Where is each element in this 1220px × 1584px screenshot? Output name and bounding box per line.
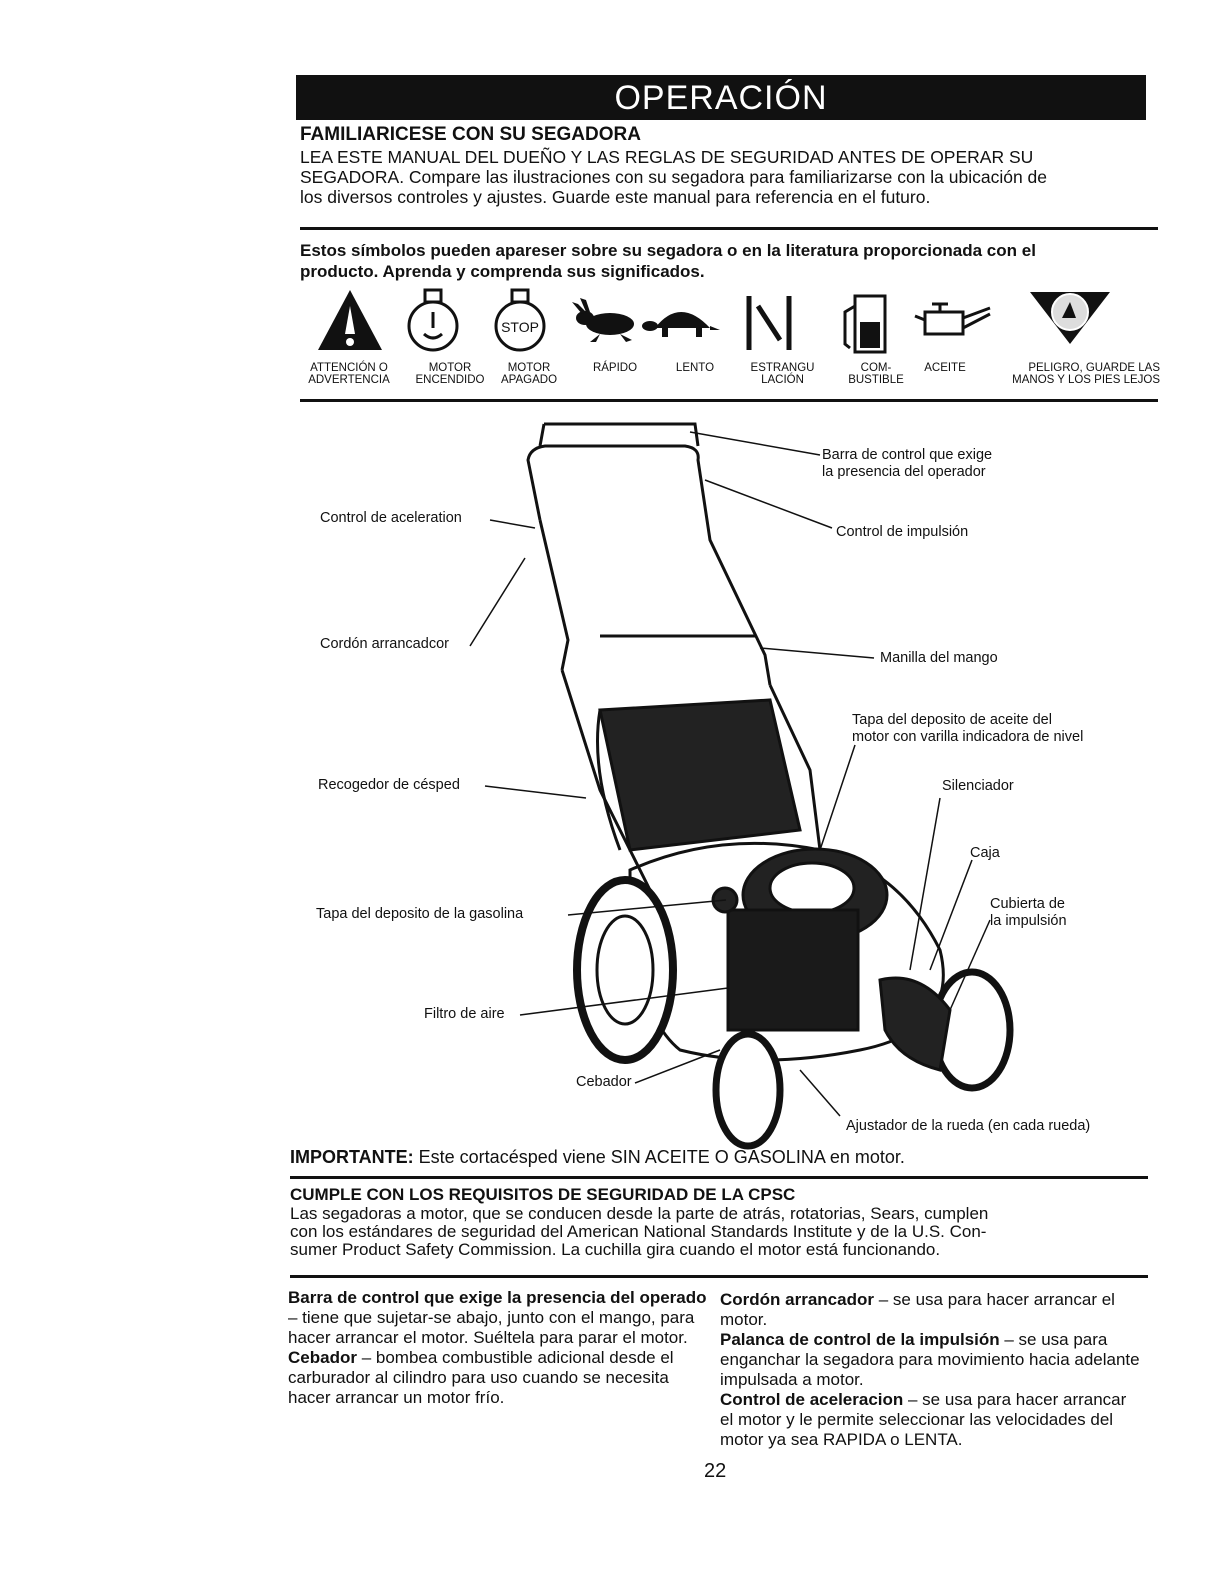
symbol-label	[580, 362, 650, 374]
important-text: Este cortacésped viene SIN ACEITE O GASOLINA en motor.	[413, 1147, 905, 1167]
definition-text: – se usa para hacer arrancar el motor y le permite seleccionar las velocidades del motor ya sea RAPIDA o LENTA.	[720, 1390, 1127, 1449]
callout-throttle: Control de aceleration	[320, 510, 462, 526]
callout-oil-cap	[852, 712, 1083, 746]
definition-term: Cebador	[288, 1348, 357, 1367]
warning-icon	[318, 290, 382, 350]
callout-grass-bag: Recogedor de césped	[318, 777, 460, 793]
callout-operator-bar	[822, 447, 992, 481]
callout-drive-cover	[990, 896, 1067, 930]
symbol-label	[660, 362, 730, 374]
symbol-label	[970, 362, 1160, 386]
symbol-label-line: COM-	[860, 362, 892, 374]
intro-line: LEA ESTE MANUAL DEL DUEÑO Y LAS REGLAS DE SEGURIDAD ANTES DE OPERAR SU	[300, 147, 1034, 167]
callout-primer: Cebador	[576, 1074, 632, 1090]
callout-handle-knob: Manilla del mango	[880, 650, 998, 666]
symbol-label-line: APAGADO	[500, 374, 558, 386]
symbol-label-line: MANOS Y LOS PIES LEJOS	[1012, 374, 1160, 386]
symbol-label-line: ADVERTENCIA	[308, 374, 390, 386]
stop-label: STOP	[501, 319, 539, 335]
cpsc-line: Las segadoras a motor, que se conducen desde la parte de atrás, rotatorias, Sears, cumplen	[290, 1204, 989, 1223]
divider	[290, 1275, 1148, 1278]
callout-starter-cord: Cordón arrancadcor	[320, 636, 449, 652]
important-label: IMPORTANTE:	[290, 1147, 414, 1167]
definition-term: Control de aceleracion	[720, 1390, 904, 1409]
fuel-icon	[845, 296, 885, 352]
symbol-label	[290, 362, 408, 386]
divider	[290, 1176, 1148, 1179]
callout-housing: Caja	[970, 845, 1000, 861]
definition-term: Barra de control que exige la presencia del operado	[288, 1288, 707, 1307]
left-column	[288, 1288, 708, 1408]
definition-text: – se usa para enganchar la segadora para movimiento hacia adelante impulsada a motor.	[720, 1330, 1140, 1389]
intro-line: los diversos controles y ajustes. Guarde este manual para referencia en el futuro.	[300, 187, 931, 207]
symbol-label-line: LENTO	[675, 362, 715, 374]
symbol-label	[740, 362, 825, 386]
symbol-label-line: ENCENDIDO	[415, 374, 485, 386]
callout-line: Tapa del deposito de aceite del	[852, 712, 1052, 728]
callout-muffler: Silenciador	[942, 778, 1014, 794]
cpsc-line: con los estándares de seguridad del American National Standards Institute y de la U.S. Con-	[290, 1222, 987, 1241]
callout-line: Barra de control que exige	[822, 447, 993, 463]
intro-line: SEGADORA. Compare las ilustraciones con su segadora para familiarizarse con la ubicación de	[300, 167, 1048, 187]
symbol-label-line: MOTOR	[428, 362, 472, 374]
symbol-label-line: MOTOR	[507, 362, 551, 374]
cpsc-heading: CUMPLE CON LOS REQUISITOS DE SEGURIDAD DE LA CPSC	[290, 1185, 796, 1204]
cpsc-text	[290, 1205, 1150, 1259]
intro-heading: FAMILIARICESE CON SU SEGADORA	[300, 124, 641, 145]
symbols-intro-line: Estos símbolos pueden apareser sobre su segadora o en la literatura proporcionada con el	[300, 241, 1036, 260]
definition-operator-bar	[288, 1288, 708, 1348]
callout-drive-control: Control de impulsión	[836, 524, 969, 540]
definition-starter-cord	[720, 1290, 1140, 1330]
symbol-label	[404, 362, 496, 386]
definition-drive-lever	[720, 1330, 1140, 1390]
symbol-label-line: ACEITE	[924, 362, 966, 374]
definition-text: – tiene que sujetar-se abajo, junto con el mango, para hacer arrancar el motor. Suéltela para parar el motor.	[288, 1308, 695, 1347]
engine-off-icon	[496, 290, 544, 350]
choke-icon	[749, 296, 789, 350]
callout-fuel-cap: Tapa del deposito de la gasolina	[316, 906, 524, 922]
symbol-label	[914, 362, 976, 374]
symbol-label-line: PELIGRO, GUARDE LAS	[1028, 362, 1160, 374]
callout-line: Cubierta de	[990, 896, 1065, 912]
symbol-label	[836, 362, 916, 386]
cpsc-line: sumer Product Safety Commission. La cuchilla gira cuando el motor está funcionando.	[290, 1240, 941, 1259]
symbols-intro-line: producto. Aprenda y comprenda sus significados.	[300, 262, 705, 281]
engine-on-icon	[409, 290, 457, 350]
callout-wheel-adjuster: Ajustador de la rueda (en cada rueda)	[846, 1118, 1091, 1134]
callout-line: la impulsión	[990, 913, 1067, 929]
symbol-label-line: LACIÓN	[761, 374, 804, 386]
hand-danger-icon	[1030, 292, 1110, 344]
divider	[300, 399, 1158, 402]
symbol-label-line: ATTENCIÓN O	[310, 362, 388, 374]
definition-text: – bombea combustible adicional desde el carburador al cilindro para uso cuando se necesita hacer arrancar un motor frío.	[288, 1348, 674, 1407]
page-number: 22	[704, 1460, 727, 1482]
callout-air-filter: Filtro de aire	[424, 1006, 505, 1022]
symbol-label-line: ESTRANGU	[750, 362, 815, 374]
rabbit-icon	[572, 298, 634, 342]
right-column	[720, 1290, 1140, 1450]
definition-term: Cordón arrancador	[720, 1290, 874, 1309]
intro-text	[300, 147, 1160, 207]
symbol-label-line: BUSTIBLE	[848, 374, 904, 386]
symbol-label	[494, 362, 564, 386]
callout-line: motor con varilla indicadora de nivel	[852, 729, 1084, 745]
definition-throttle	[720, 1390, 1140, 1450]
symbols-row	[300, 282, 1160, 362]
section-banner: OPERACIÓN	[296, 75, 1146, 120]
definition-term: Palanca de control de la impulsión	[720, 1330, 1000, 1349]
symbols-intro	[300, 240, 1036, 282]
callout-line: la presencia del operador	[822, 464, 986, 480]
definition-text: – se usa para hacer arrancar el motor.	[720, 1290, 1115, 1329]
symbol-label-line: RÁPIDO	[592, 362, 638, 374]
divider	[300, 227, 1158, 230]
turtle-icon	[642, 312, 720, 337]
oil-can-icon	[915, 304, 990, 334]
definition-primer	[288, 1348, 708, 1408]
important-note	[290, 1147, 905, 1168]
